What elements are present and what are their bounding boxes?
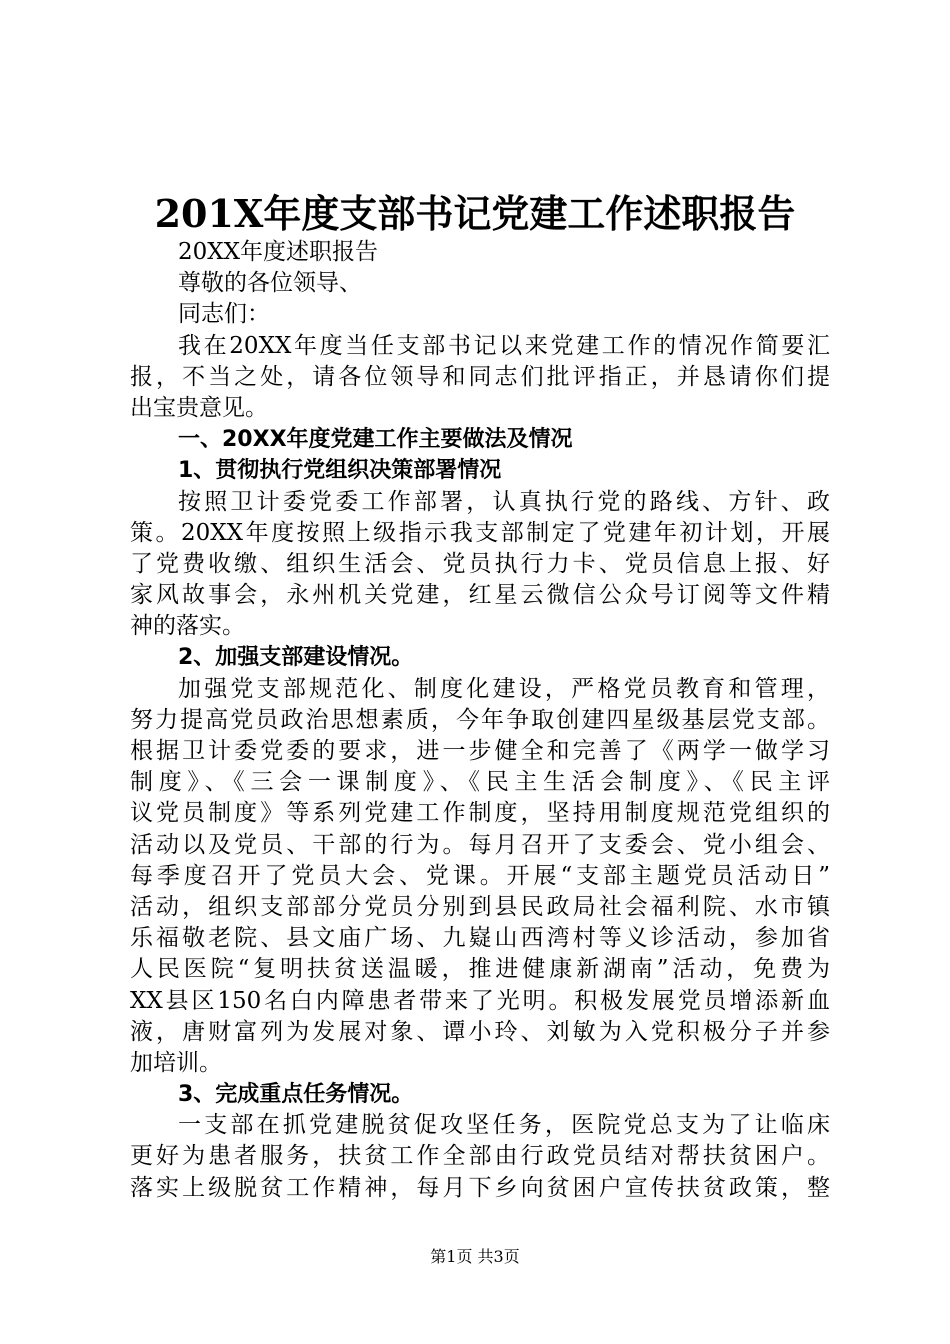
section-heading: 3、完成重点任务情况。 bbox=[178, 1082, 414, 1108]
body-text-line: 出宝贵意见。 bbox=[130, 394, 268, 421]
body-text-line: 乐福敬老院、县文庙广场、九嶷山西湾村等义诊活动，参加省 bbox=[130, 925, 830, 952]
body-text-line: 努力提高党员政治思想素质，今年争取创建四星级基层党支部。 bbox=[130, 706, 830, 733]
body-text-line: 更好为患者服务，扶贫工作全部由行政党员结对帮扶贫困户。 bbox=[130, 1143, 830, 1170]
body-text-line: 神的落实。 bbox=[130, 613, 245, 640]
body-text-line: 活动以及党员、干部的行为。每月召开了支委会、党小组会、 bbox=[130, 831, 830, 858]
body-text-line: 每季度召开了党员大会、党课。开展“支部主题党员活动日” bbox=[130, 862, 830, 889]
body-text-line: 策。20XX年度按照上级指示我支部制定了党建年初计划，开展 bbox=[130, 519, 830, 546]
document-body bbox=[130, 237, 830, 1204]
body-text-line: 按照卫计委党委工作部署，认真执行党的路线、方针、政 bbox=[178, 488, 830, 515]
body-text-line: 人民医院“复明扶贫送温暖，推进健康新湖南”活动，免费为 bbox=[130, 956, 830, 983]
body-text-line: 液，唐财富列为发展对象、谭小玲、刘敏为入党积极分子并参 bbox=[130, 1018, 830, 1045]
body-text-line: 根据卫计委党委的要求，进一步健全和完善了《两学一做学习 bbox=[130, 738, 830, 764]
document-title: 201X年度支部书记党建工作述职报告 bbox=[154, 191, 796, 236]
section-heading: 一、20XX年度党建工作主要做法及情况 bbox=[178, 427, 573, 453]
body-text-line: 了党费收缴、组织生活会、党员执行力卡、党员信息上报、好 bbox=[130, 550, 830, 577]
body-text-line: XX县区150名白内障患者带来了光明。积极发展党员增添新血 bbox=[130, 987, 830, 1014]
body-text-line: 20XX年度述职报告 bbox=[178, 239, 379, 265]
body-text-line: 制度》、《三会一课制度》、《民主生活会制度》、《民主评 bbox=[130, 769, 830, 796]
body-text-line: 加强党支部规范化、制度化建设，严格党员教育和管理， bbox=[178, 675, 830, 702]
section-heading: 1、贯彻执行党组织决策部署情况 bbox=[178, 458, 502, 484]
body-text-line: 落实上级脱贫工作精神，每月下乡向贫困户宣传扶贫政策，整 bbox=[130, 1174, 830, 1201]
body-text-line: 报，不当之处，请各位领导和同志们批评指正，并恳请你们提 bbox=[130, 363, 830, 390]
body-text-line: 一支部在抓党建脱贫促攻坚任务，医院党总支为了让临床 bbox=[178, 1112, 830, 1139]
body-text-line: 同志们： bbox=[178, 301, 270, 328]
page-footer: 第1页 共3页 bbox=[430, 1247, 520, 1266]
body-text-line: 活动，组织支部部分党员分别到县民政局社会福利院、水市镇 bbox=[130, 893, 830, 920]
body-text-line: 加培训。 bbox=[130, 1049, 222, 1076]
section-heading: 2、加强支部建设情况。 bbox=[178, 645, 414, 671]
body-text-line: 家风故事会，永州机关党建，红星云微信公众号订阅等文件精 bbox=[130, 582, 830, 609]
body-text-line: 议党员制度》等系列党建工作制度，坚持用制度规范党组织的 bbox=[130, 800, 830, 827]
body-text-line: 我在20XX年度当任支部书记以来党建工作的情况作简要汇 bbox=[178, 332, 830, 359]
body-text-line: 尊敬的各位领导、 bbox=[178, 270, 362, 297]
